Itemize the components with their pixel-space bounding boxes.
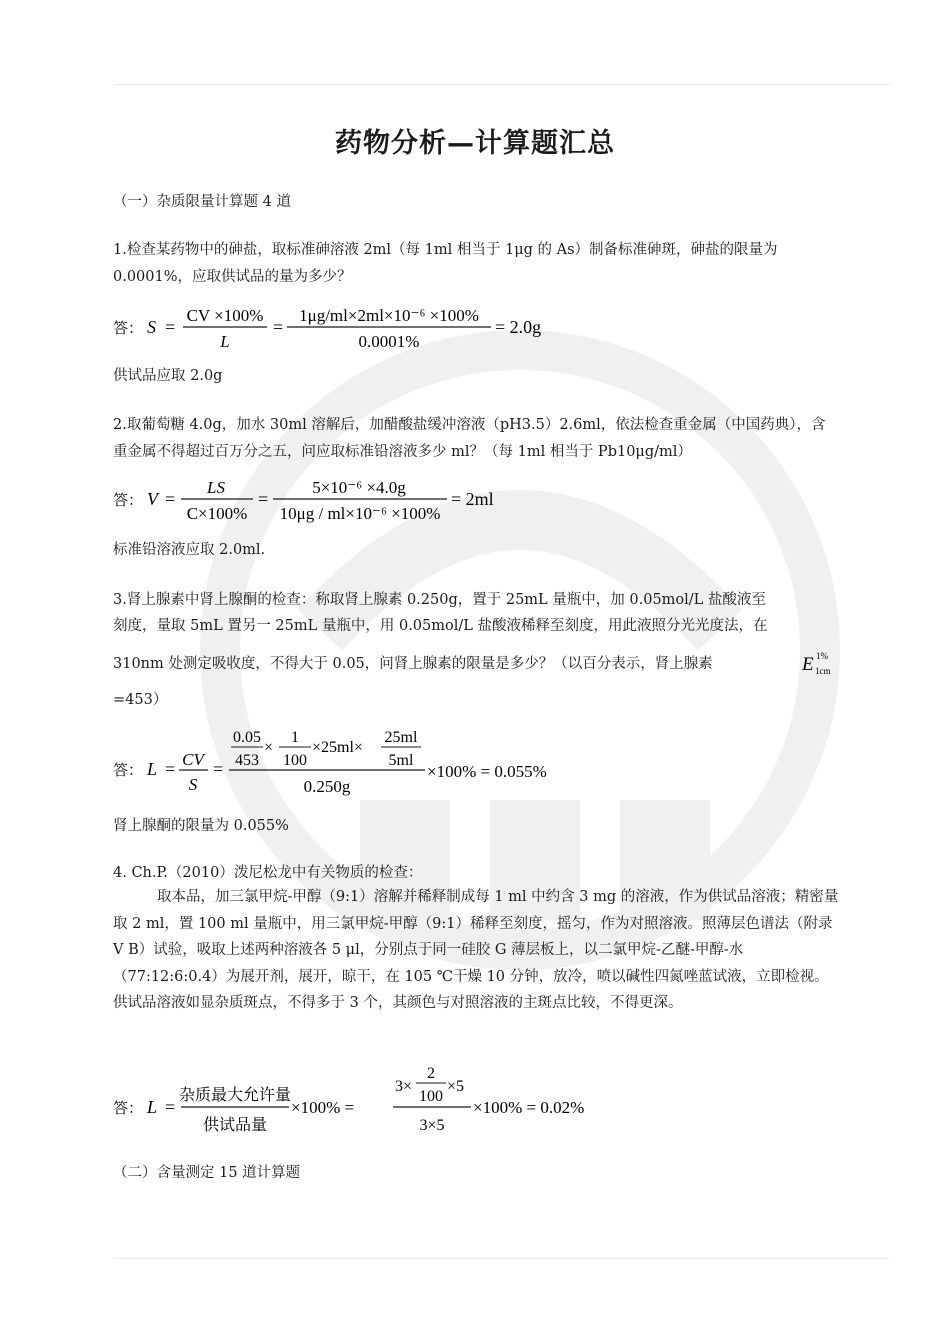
fraction-numerator: LS <box>207 478 225 497</box>
question-4-heading: 4. Ch.P.（2010）泼尼松龙中有关物质的检查： <box>113 865 423 881</box>
equation-lhs: L <box>147 1097 158 1117</box>
svg-text:=: = <box>165 759 176 779</box>
fraction-denominator: 0.0001% <box>358 332 420 351</box>
fraction-denominator: S <box>188 775 198 794</box>
bottom-divider <box>115 1258 890 1259</box>
fraction-numerator: 1μg/ml×2ml×10⁻⁶ ×100% <box>299 306 479 325</box>
answer-prefix: 答： <box>113 321 144 337</box>
inner-middle: ×25ml× <box>312 739 363 756</box>
svg-text:=: = <box>258 489 269 509</box>
svg-text:=: = <box>213 759 224 779</box>
inner-numerator: 2 <box>427 1065 435 1082</box>
svg-text:1cm: 1cm <box>815 666 831 676</box>
svg-text:=: = <box>165 489 176 509</box>
question-1: 1.检查某药物中的砷盐，取标准砷溶液 2ml（每 1ml 相当于 1μg 的 As）制备标准砷斑，砷盐的限量为 0.0001%，应取供试品的量为多少？ <box>113 242 778 285</box>
equation-result: ×100% = 0.02% <box>473 1098 585 1117</box>
absorptivity-symbol <box>800 646 840 684</box>
answer-3-equation <box>113 722 613 806</box>
inner-prefix: 3× <box>395 1078 413 1095</box>
inner-denominator: 100 <box>283 752 307 769</box>
answer-prefix: 答： <box>113 763 144 779</box>
fraction-numerator: 5×10⁻⁶ ×4.0g <box>312 478 406 497</box>
fraction-denominator: L <box>220 332 230 351</box>
inner-denominator: 5ml <box>388 752 414 769</box>
svg-text:=: = <box>165 317 176 337</box>
question-3-line-2: 刻度，量取 5mL 置另一 25mL 量瓶中，用 0.05mol/L 盐酸液稀释至刻度，用此液照分光光度法，在 <box>113 618 768 634</box>
svg-text:×: × <box>264 739 274 756</box>
inner-numerator: 1 <box>291 729 299 746</box>
equation-lhs: L <box>147 759 158 779</box>
question-3-line-1: 3.肾上腺素中肾上腺酮的检查：称取肾上腺素 0.250g，置于 25mL 量瓶中，加 0.05mol/L 盐酸液至 <box>113 592 766 608</box>
svg-text:=: = <box>165 1097 176 1117</box>
fraction-denominator: 供试品量 <box>202 1117 268 1134</box>
top-divider <box>115 84 890 85</box>
equation-middle: ×100% = <box>291 1098 355 1117</box>
svg-text:E: E <box>802 654 814 675</box>
inner-denominator: 100 <box>419 1088 443 1105</box>
answer-1-conclusion: 供试品应取 2.0g <box>113 368 223 384</box>
inner-suffix: ×5 <box>447 1078 465 1095</box>
answer-2-equation <box>113 472 553 536</box>
fraction-denominator: 3×5 <box>419 1117 445 1134</box>
question-2: 2.取葡萄糖 4.0g，加水 30ml 溶解后，加醋酸盐缓冲溶液（pH3.5）2.6ml，依法检查重金属（中国药典），含重金属不得超过百万分之五，问应取标准铅溶液多少 ml？（每 1ml 相当于 Pb10μg/ml） <box>113 417 826 460</box>
question-3-line-4: =453） <box>113 692 168 708</box>
answer-3-conclusion: 肾上腺酮的限量为 0.055% <box>113 818 289 834</box>
equation-result: = 2ml <box>451 489 494 509</box>
answer-4-equation <box>113 1060 633 1144</box>
inner-denominator: 453 <box>235 752 259 769</box>
answer-2-conclusion: 标准铅溶液应取 2.0ml. <box>113 542 266 558</box>
page-title: 药物分析—计算题汇总 <box>335 128 615 159</box>
inner-numerator: 25ml <box>384 729 418 746</box>
fraction-denominator: 0.250g <box>303 777 351 796</box>
inner-numerator: 0.05 <box>233 729 261 746</box>
answer-prefix: 答： <box>113 1101 144 1117</box>
equation-result: = 2.0g <box>495 317 542 337</box>
answer-prefix: 答： <box>113 493 144 509</box>
equation-lhs: S <box>147 317 156 337</box>
fraction-denominator: C×100% <box>186 504 248 523</box>
fraction-denominator: 10μg / ml×10⁻⁶ ×100% <box>279 504 441 523</box>
svg-text:1%: 1% <box>816 651 828 661</box>
fraction-numerator: CV ×100% <box>186 306 264 325</box>
question-3-line-3: 310nm 处测定吸收度，不得大于 0.05，问肾上腺素的限量是多少？（以百分表示，肾上腺素 <box>113 656 713 672</box>
section-heading-assay: （二）含量测定 15 道计算题 <box>113 1165 301 1181</box>
question-4-body: 取本品，加三氯甲烷-甲醇（9:1）溶解并稀释制成每 1 ml 中约含 3 mg 的溶液，作为供试品溶液；精密量取 2 ml，置 100 ml 量瓶中，用三氯甲烷-甲醇（9:1）稀释至刻度，摇匀，作为对照溶液。照薄层色谱法（附录 V B）试验，吸取上述两种溶液各 5 μl，分别点于同一硅胶 G 薄层板上，以二氯甲烷-乙醚-甲醇-水（77:12:6:0.4）为展开剂，展开，晾干，在 105 ℃干燥 10 分钟，放冷，喷以碱性四氮唑蓝试液，立即检视。供试品溶液如显杂质斑点，不得多于 3 个，其颜色与对照溶液的主斑点比较，不得更深。 <box>113 889 839 1011</box>
fraction-numerator: 杂质最大允许量 <box>178 1087 292 1104</box>
equation-lhs: V <box>147 489 158 509</box>
equation-result: ×100% = 0.055% <box>427 762 547 781</box>
answer-1-equation <box>113 300 593 364</box>
fraction-numerator: CV <box>182 750 204 769</box>
svg-text:=: = <box>273 317 284 337</box>
section-heading-impurity: （一）杂质限量计算题 4 道 <box>113 194 291 210</box>
